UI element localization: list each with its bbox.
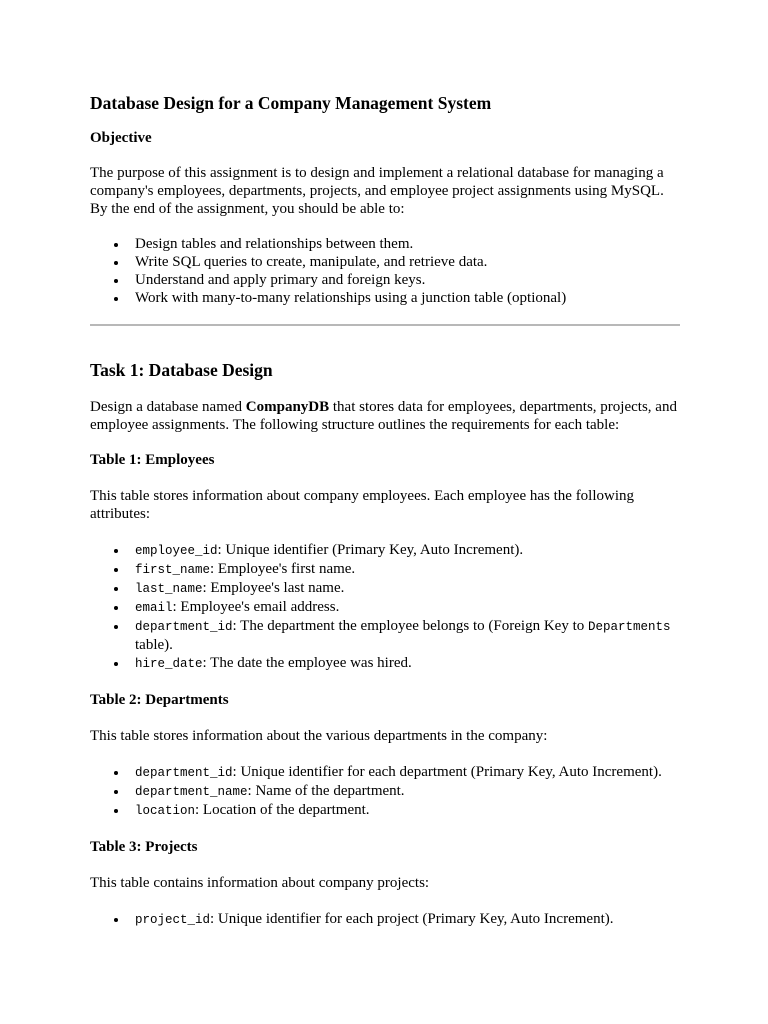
list-item: [135, 579, 680, 598]
database-name: CompanyDB: [245, 399, 330, 415]
list-item: [135, 654, 680, 673]
field-desc: : Unique identifier (Primary Key, Auto Increment).: [217, 542, 524, 558]
list-item: Understand and apply primary and foreign keys.: [135, 271, 680, 289]
field-name: email: [135, 601, 173, 615]
field-desc: : Employee's last name.: [202, 580, 345, 596]
task1-heading: Task 1: Database Design: [90, 360, 273, 380]
table1-intro: This table stores information about company employees. Each employee has the following attributes:: [90, 488, 635, 522]
list-item: [135, 910, 680, 929]
table2-heading: Table 2: Departments: [90, 692, 229, 708]
table2-intro: This table stores information about the various departments in the company:: [90, 728, 548, 744]
field-desc: : Location of the department.: [195, 802, 370, 818]
field-name: location: [135, 804, 196, 818]
list-item: [135, 541, 680, 560]
list-item: [135, 801, 680, 820]
table1-heading: Table 1: Employees: [90, 452, 215, 468]
field-name: employee_id: [135, 544, 218, 558]
table3-intro: This table contains information about company projects:: [90, 875, 430, 891]
list-item: [135, 560, 680, 579]
field-name: department_id: [135, 620, 233, 634]
field-reference: Departments: [588, 620, 671, 634]
field-desc: : Unique identifier for each department (Primary Key, Auto Increment).: [232, 764, 662, 780]
field-desc: : Employee's first name.: [210, 561, 356, 577]
list-item: [135, 763, 680, 782]
table3-heading: Table 3: Projects: [90, 839, 198, 855]
list-item: [135, 617, 680, 654]
objective-paragraph: The purpose of this assignment is to design and implement a relational database for managing a company's employees, departments, projects, and employee project assignments using MySQL. By the end of the assignment, you should be able to:: [90, 165, 664, 217]
task1-intro-before: Design a database named: [90, 399, 246, 415]
goals-list: [90, 235, 680, 307]
list-item: Write SQL queries to create, manipulate, and retrieve data.: [135, 253, 680, 271]
objective-heading: Objective: [90, 130, 152, 146]
field-desc-after: table).: [135, 637, 173, 653]
projects-fields-list: [90, 910, 680, 929]
departments-fields-list: [90, 763, 680, 820]
field-desc: : Name of the department.: [247, 783, 405, 799]
document-title: Database Design for a Company Management System: [90, 93, 492, 113]
field-name: department_name: [135, 785, 248, 799]
list-item: Design tables and relationships between them.: [135, 235, 680, 253]
field-name: project_id: [135, 913, 211, 927]
field-desc: : Employee's email address.: [172, 599, 340, 615]
document-page: [90, 92, 680, 929]
employees-fields-list: [90, 541, 680, 673]
field-desc: : Unique identifier for each project (Primary Key, Auto Increment).: [210, 911, 614, 927]
list-item: Work with many-to-many relationships using a junction table (optional): [135, 289, 680, 307]
task1-intro-after: that stores data for employees, departments, projects, and employee assignments. The following structure outlines the requirements for each table:: [90, 399, 677, 433]
horizontal-divider: [90, 324, 680, 326]
list-item: [135, 782, 680, 801]
list-item: [135, 598, 680, 617]
field-name: first_name: [135, 563, 211, 577]
field-name: last_name: [135, 582, 203, 596]
field-name: department_id: [135, 766, 233, 780]
field-desc: : The date the employee was hired.: [202, 655, 412, 671]
task1-intro: [90, 398, 680, 434]
field-desc: : The department the employee belongs to (Foreign Key to: [232, 618, 588, 634]
field-name: hire_date: [135, 657, 203, 671]
